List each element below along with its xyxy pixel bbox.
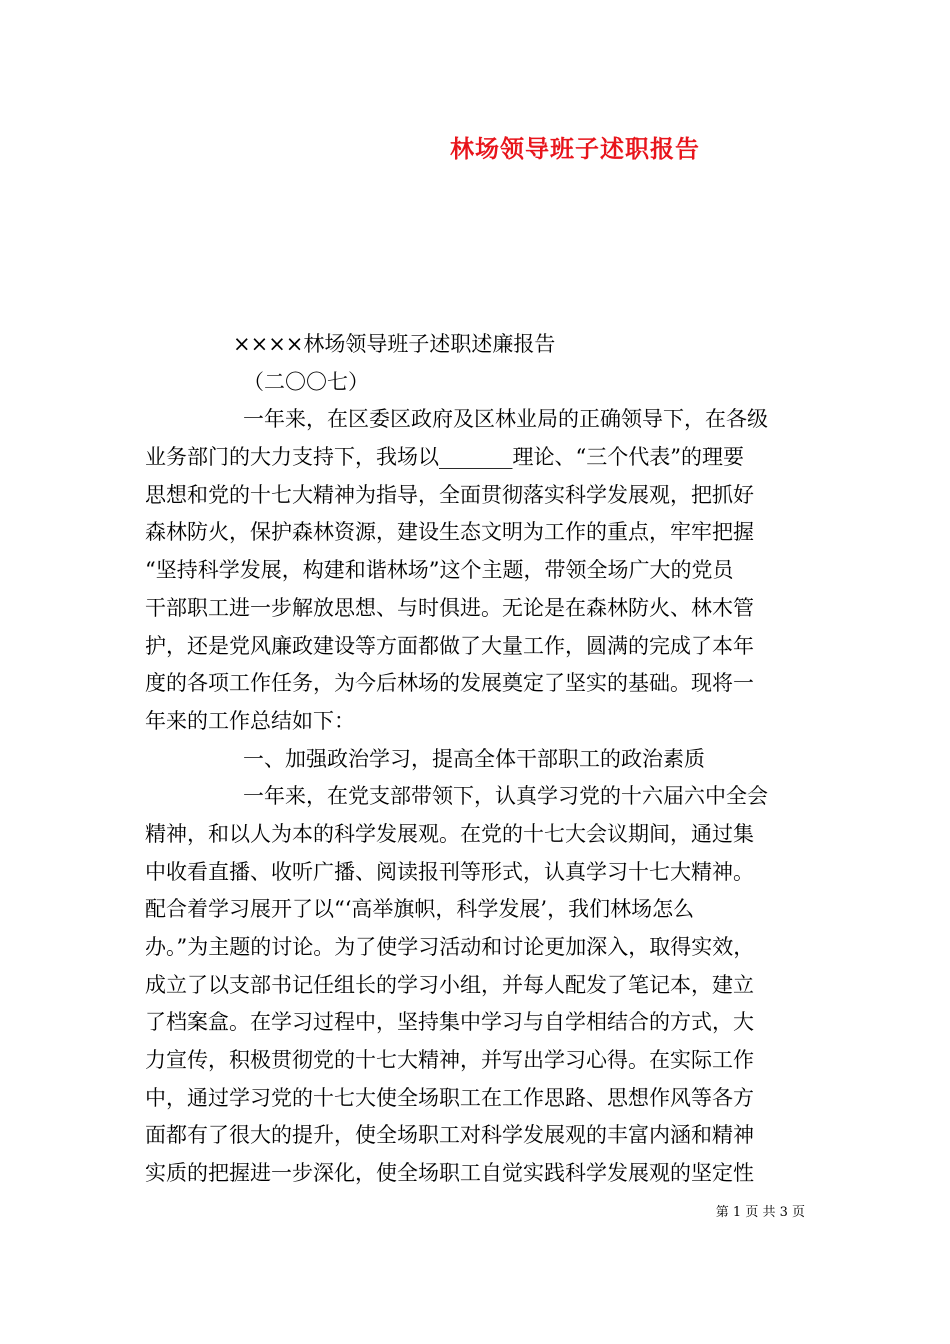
year-note: （二〇〇七）	[243, 369, 369, 394]
paragraph-line: 成立了以支部书记任组长的学习小组，并每人配发了笔记本，建立	[145, 972, 754, 997]
page-title: 林场领导班子述职报告	[450, 134, 700, 163]
paragraph-line: 森林防火，保护森林资源，建设生态文明为工作的重点，牢牢把握	[145, 520, 754, 545]
paragraph-line: 实质的把握进一步深化，使全场职工自觉实践科学发展观的坚定性	[145, 1161, 754, 1186]
paragraph-line: 精神，和以人为本的科学发展观。在党的十七大会议期间，通过集	[145, 821, 754, 846]
paragraph-line: 了档案盒。在学习过程中，坚持集中学习与自学相结合的方式，大	[145, 1010, 754, 1035]
paragraph-line: 干部职工进一步解放思想、与时俱进。无论是在森林防火、林木管	[145, 595, 754, 620]
report-heading: ××××林场领导班子述职述廉报告	[233, 332, 556, 356]
paragraph-line: “坚持科学发展，构建和谐林场”这个主题，带领全场广大的党员	[145, 558, 734, 583]
page-footer: 第 1 页 共 3 页	[715, 1205, 805, 1220]
paragraph-line: 中，通过学习党的十七大使全场职工在工作思路、思想作风等各方	[145, 1085, 754, 1110]
paragraph-line: 面都有了很大的提升，使全场职工对科学发展观的丰富内涵和精神	[145, 1123, 754, 1148]
paragraph-line: 一年来，在区委区政府及区林业局的正确领导下，在各级	[243, 407, 768, 432]
paragraph-line: 思想和党的十七大精神为指导，全面贯彻落实科学发展观，把抓好	[145, 482, 754, 507]
paragraph-line: 中收看直播、收听广播、阅读报刊等形式，认真学习十七大精神。	[145, 859, 754, 884]
section-heading: 一、加强政治学习，提高全体干部职工的政治素质	[243, 746, 705, 771]
paragraph-line: 年来的工作总结如下：	[145, 708, 355, 733]
paragraph-line: 配合着学习展开了以“‘高举旗帜，科学发展’，我们林场怎么	[145, 897, 695, 922]
paragraph-line: 力宣传，积极贯彻党的十七大精神，并写出学习心得。在实际工作	[145, 1048, 754, 1073]
paragraph-line: 业务部门的大力支持下，我场以_______理论、“三个代表”的理要	[145, 445, 744, 470]
paragraph-line: 办。”为主题的讨论。为了使学习活动和讨论更加深入，取得实效，	[145, 935, 755, 959]
paragraph-line: 一年来，在党支部带领下，认真学习党的十六届六中全会	[243, 784, 768, 809]
paragraph-line: 护，还是党风廉政建设等方面都做了大量工作，圆满的完成了本年	[145, 633, 754, 658]
paragraph-line: 度的各项工作任务，为今后林场的发展奠定了坚实的基础。现将一	[145, 671, 754, 696]
document-body	[145, 326, 805, 1193]
